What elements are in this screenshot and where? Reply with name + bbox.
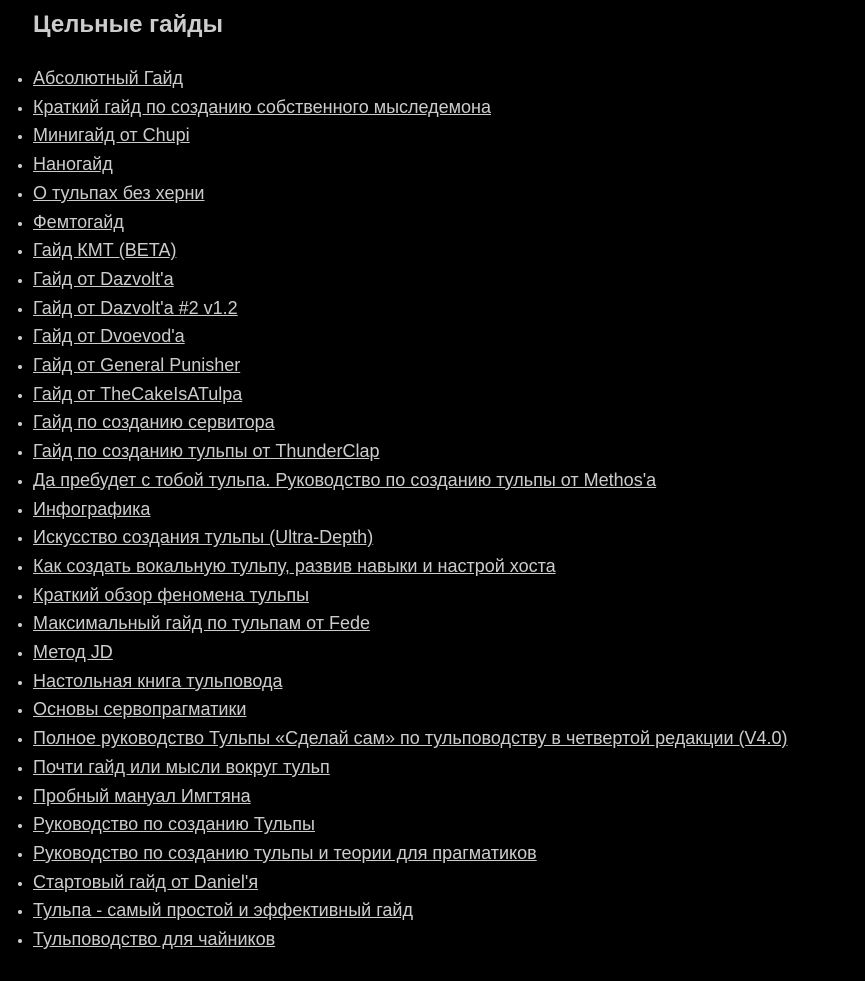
list-item: [33, 581, 833, 610]
list-item: [33, 236, 833, 265]
guides-list: [33, 64, 833, 954]
list-item: [33, 495, 833, 524]
guide-link[interactable]: Да пребудет с тобой тульпа. Руководство по созданию тульпы от Methos'a: [33, 469, 657, 490]
guide-link[interactable]: Гайд от General Punisher: [33, 355, 241, 376]
guide-link[interactable]: Гайд КМТ (BETA): [33, 240, 177, 261]
guide-link[interactable]: Настольная книга тульповода: [33, 670, 283, 691]
guide-link[interactable]: Гайд по созданию сервитора: [33, 412, 275, 433]
list-item: [33, 753, 833, 782]
guide-link[interactable]: Метод JD: [33, 642, 113, 663]
list-item: [33, 322, 833, 351]
guide-link[interactable]: Тульпа - самый простой и эффективный гайд: [33, 900, 413, 921]
guide-link[interactable]: Краткий обзор феномена тульпы: [33, 584, 310, 605]
guide-link[interactable]: Краткий гайд по созданию собственного мыследемона: [33, 96, 492, 117]
list-item: [33, 93, 833, 122]
guide-link[interactable]: Максимальный гайд по тульпам от Fede: [33, 613, 370, 634]
guide-link[interactable]: Минигайд от Chupi: [33, 125, 190, 146]
list-item: [33, 695, 833, 724]
list-item: [33, 667, 833, 696]
list-item: [33, 408, 833, 437]
list-item: [33, 925, 833, 954]
guide-link[interactable]: О тульпах без херни: [33, 182, 205, 203]
guide-link[interactable]: Гайд от Dvoevod'a: [33, 326, 185, 347]
list-item: [33, 724, 833, 753]
guide-link[interactable]: Гайд от Dazvolt'a: [33, 268, 174, 289]
guide-link[interactable]: Как создать вокальную тульпу, развив навыки и настрой хоста: [33, 555, 556, 576]
list-item: [33, 868, 833, 897]
list-item: [33, 896, 833, 925]
guide-link[interactable]: Руководство по созданию Тульпы: [33, 814, 315, 835]
list-item: [33, 380, 833, 409]
guide-link[interactable]: Гайд от TheCakeIsATulpa: [33, 383, 243, 404]
guide-link[interactable]: Почти гайд или мысли вокруг тульп: [33, 756, 330, 777]
list-item: [33, 351, 833, 380]
guide-link[interactable]: Наногайд: [33, 154, 113, 175]
list-item: [33, 552, 833, 581]
list-item: [33, 523, 833, 552]
list-item: [33, 179, 833, 208]
guide-link[interactable]: Гайд от Dazvolt'a #2 v1.2: [33, 297, 238, 318]
guide-link[interactable]: Искусство создания тульпы (Ultra-Depth): [33, 527, 374, 548]
list-item: [33, 64, 833, 93]
guide-link[interactable]: Гайд по созданию тульпы от ThunderClap: [33, 441, 380, 462]
list-item: [33, 150, 833, 179]
guide-link[interactable]: Основы сервопрагматики: [33, 699, 247, 720]
list-item: [33, 466, 833, 495]
list-item: [33, 294, 833, 323]
page-title: Цельные гайды: [33, 11, 224, 38]
list-item: [33, 208, 833, 237]
list-item: [33, 437, 833, 466]
guide-link[interactable]: Пробный мануал Имгтяна: [33, 785, 251, 806]
guide-link[interactable]: Стартовый гайд от Daniel'я: [33, 871, 259, 892]
list-item: [33, 810, 833, 839]
list-item: [33, 609, 833, 638]
guide-link[interactable]: Инфографика: [33, 498, 151, 519]
guide-link[interactable]: Руководство по созданию тульпы и теории для прагматиков: [33, 842, 537, 863]
list-item: [33, 638, 833, 667]
guide-link[interactable]: Фемтогайд: [33, 211, 124, 232]
guide-link[interactable]: Тульповодство для чайников: [33, 929, 276, 950]
list-item: [33, 121, 833, 150]
list-item: [33, 782, 833, 811]
list-item: [33, 839, 833, 868]
guide-link[interactable]: Абсолютный Гайд: [33, 68, 184, 88]
list-item: [33, 265, 833, 294]
guide-link[interactable]: Полное руководство Тульпы «Сделай сам» по тульповодству в четвертой редакции (V4.0): [33, 728, 788, 749]
